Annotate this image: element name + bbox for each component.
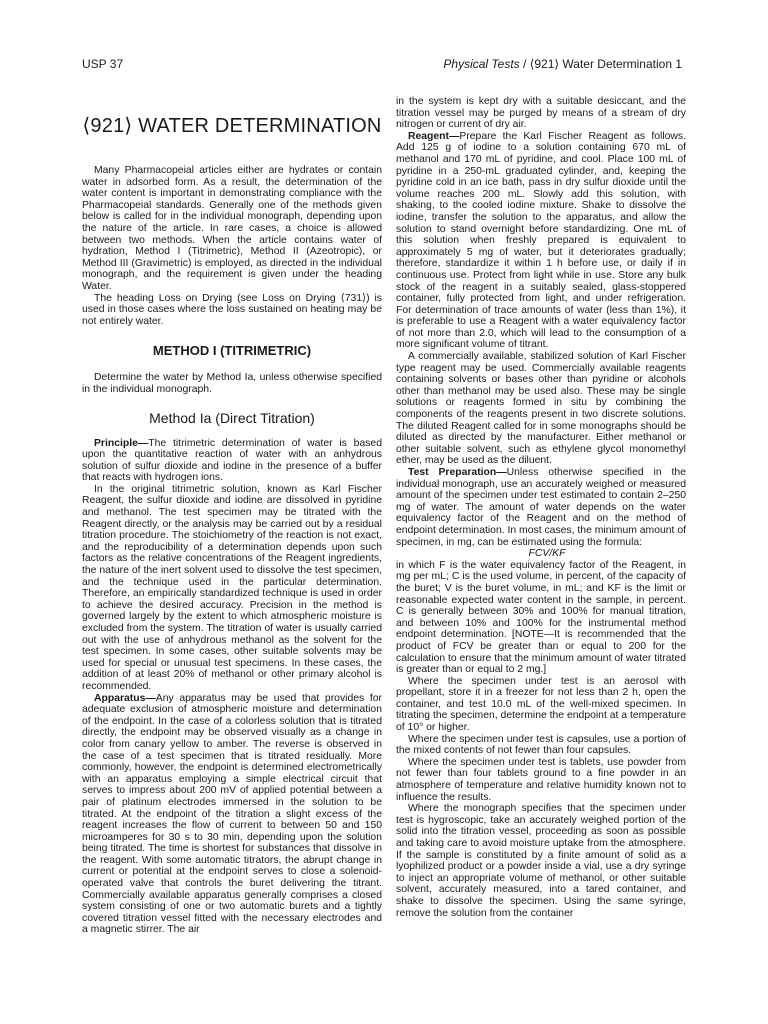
principle-label: Principle—: [94, 437, 149, 449]
test-prep-text: Unless otherwise specified in the individual monograph, use an accurately weighed or measured amount of the specimen under test estimated to contain 2–250 mg of water. The amount of water depends on the water equivalency factor of the Reagent and on the method of endpoint determination. In most cases, the minimum amount of specimen, in mg, can be estimated using the formula:: [396, 467, 686, 548]
method1-intro: Determine the water by Method Ia, unless otherwise specified in the individual monograph.: [82, 372, 382, 395]
header-chapter: / ⟨921⟩ Water Determination 1: [519, 57, 682, 71]
hygroscopic-paragraph: Where the monograph specifies that the specimen under test is hygroscopic, take an accurately weighed portion of the solid into the titration vessel, proceeding as soon as possible and taking care to avoid moisture uptake from the atmosphere. If the sample is constituted by a finite amount of solid as a lyophilized product or a powder inside a vial, use a dry syringe to inject an appropriate volume of methanol, or other suitable solvent, accurately measured, into a tared container, and shake to dissolve the specimen. Using the same syringe, remove the solution from the container: [396, 803, 686, 919]
capsules-paragraph: Where the specimen under test is capsules, use a portion of the mixed contents of not fewer than four capsules.: [396, 733, 686, 757]
apparatus-continued: in the system is kept dry with a suitable desiccant, and the titration vessel may be purged by means of a stream of dry nitrogen or current of dry air.: [396, 96, 686, 131]
method1-title: METHOD I (TITRIMETRIC): [152, 343, 312, 359]
reagent-paragraph: [396, 131, 686, 351]
intro-paragraph-2: The heading Loss on Drying (see Loss on Drying ⟨731⟩) is used in those cases where the loss sustained on heating may be not entirely water.: [82, 292, 382, 327]
tablets-paragraph: Where the specimen under test is tablets, use powder from not fewer than four tablets ground to a fine powder in an atmosphere of temperature and relative humidity known not to influence the results.: [396, 756, 686, 803]
method1a-title: Method Ia (Direct Titration): [149, 409, 315, 426]
left-column: [82, 96, 382, 936]
reagent-text: Prepare the Karl Fischer Reagent as follows. Add 125 g of iodine to a solution containing 670 mL of methanol and 170 mL of pyridine, and cool. Place 100 mL of pyridine in a 250-mL graduated cylinder, and, keeping the pyridine cold in an ice bath, pass in dry sulfur dioxide until the volume reaches 200 mL. Slowly add this solution, with shaking, to the cooled iodine mixture. Shake to dissolve the iodine, transfer the solution to the apparatus, and allow the solution to stand overnight before standardizing. One mL of this solution when freshly prepared is equivalent to approximately 5 mg of water, but it deteriorates gradually; therefore, standardize it within 1 h before use, or daily if in continuous use. Protect from light while in use. Store any bulk stock of the reagent in a suitably sealed, glass-stoppered container, fully protected from light, and under refrigeration. For determination of trace amounts of water (less than 1%), it is preferable to use a Reagent with a water equivalency factor of not more than 2.0, which will lead to the consumption of a more significant volume of titrant.: [396, 130, 686, 351]
principle-paragraph-2: In the original titrimetric solution, known as Karl Fischer Reagent, the sulfur dioxide and iodine are dissolved in pyridine and methanol. The test specimen may be titrated with the Reagent directly, or the analysis may be carried out by a residual titration procedure. The stoichiometry of the reaction is not exact, and the reproducibility of a determination depends upon such factors as the relative concentrations of the Reagent ingredients, the nature of the inert solvent used to dissolve the test specimen, and the technique used in the particular determination. Therefore, an empirically standardized technique is used in order to achieve the desired accuracy. Precision in the method is governed largely by the extent to which atmospheric moisture is excluded from the system. The titration of water is usually carried out with the use of anhydrous methanol as the solvent for the test specimen. In some cases, other suitable solvents may be used for special or unusual test specimens. In these cases, the addition of at least 20% of methanol or other primary alcohol is recommended.: [82, 483, 382, 692]
right-column: [396, 96, 686, 919]
apparatus-paragraph: [82, 693, 382, 936]
test-prep-label: Test Preparation—: [408, 467, 507, 478]
principle-text: The titrimetric determination of water is based upon the quantitative reaction of water with an anhydrous solution of sulfur dioxide and iodine in the presence of a buffer that reacts with hydrogen ions.: [82, 437, 382, 484]
test-prep-paragraph: [396, 467, 686, 548]
formula-explanation: in which F is the water equivalency factor of the Reagent, in mg per mL; C is the used volume, in percent, of the capacity of the buret; V is the buret volume, in mL; and KF is the limit or reasonable expected water content in the sample, in percent. C is generally between 30% and 100% for manual titration, and between 10% and 100% for the instrumental method endpoint determination. [NOTE—It is recommended that the product of FCV be greater than or equal to 200 for the calculation to ensure that the minimum amount of water titrated is greater than or equal to 2 mg.]: [396, 559, 686, 676]
running-header-left: USP 37: [82, 57, 124, 71]
intro-paragraph-1: Many Pharmacopeial articles either are hydrates or contain water in adsorbed form. As a result, the determination of the water content is important in demonstrating compliance with the Pharmacopeial standards. Generally one of the methods given below is called for in the individual monograph, depending upon the nature of the article. In rare cases, a choice is allowed between two methods. When the article contains water of hydration, Method I (Titrimetric), Method II (Azeotropic), or Method III (Gravimetric) is employed, as directed in the individual monograph, and the requirement is given under the heading Water.: [82, 165, 382, 292]
header-section: Physical Tests: [443, 57, 520, 71]
reagent-paragraph-2: A commercially available, stabilized solution of Karl Fischer type reagent may be used. Commercially available reagents containing solvents or bases other than pyridine or alcohols other than methanol may be used also. These may be single solutions or reagents formed in situ by combining the components of the reagents present in two discrete solutions. The diluted Reagent called for in some monographs should be diluted as directed by the manufacturer. Either methanol or other suitable solvent, such as ethylene glycol monomethyl ether, may be used as the diluent.: [396, 351, 686, 467]
formula: FCV/KF: [528, 548, 566, 560]
aerosol-paragraph: Where the specimen under test is an aerosol with propellant, store it in a freezer for not less than 2 h, open the container, and test 10.0 mL of the well-mixed specimen. In titrating the specimen, determine the endpoint at a temperature of 10° or higher.: [396, 675, 686, 734]
running-header-right: [443, 57, 682, 71]
page-title: ⟨921⟩ WATER DETERMINATION: [82, 115, 382, 137]
reagent-label: Reagent—: [408, 130, 460, 142]
principle-paragraph: [82, 438, 382, 484]
apparatus-text: Any apparatus may be used that provides for adequate exclusion of atmospheric moisture and determination of the endpoint. In the case of a colorless solution that is titrated directly, the endpoint may be observed visually as a change in color from canary yellow to amber. The reverse is observed in the case of a test specimen that is titrated residually. More commonly, however, the endpoint is determined electrometrically with an apparatus employing a simple electrical circuit that serves to impress about 200 mV of applied potential between a pair of platinum electrodes immersed in the solution to be titrated. At the endpoint of the titration a slight excess of the reagent increases the flow of current to between 50 and 150 microamperes for 30 s to 30 min, depending upon the solution being titrated. The time is shortest for substances that dissolve in the reagent. With some automatic titrators, the abrupt change in current or potential at the endpoint serves to close a solenoid-operated valve that controls the buret delivering the titrant. Commercially available apparatus generally comprises a closed system consisting of one or two automatic burets and a tightly covered titration vessel fitted with the necessary electrodes and a magnetic stirrer. The air: [82, 692, 382, 936]
apparatus-label: Apparatus—: [94, 692, 156, 704]
